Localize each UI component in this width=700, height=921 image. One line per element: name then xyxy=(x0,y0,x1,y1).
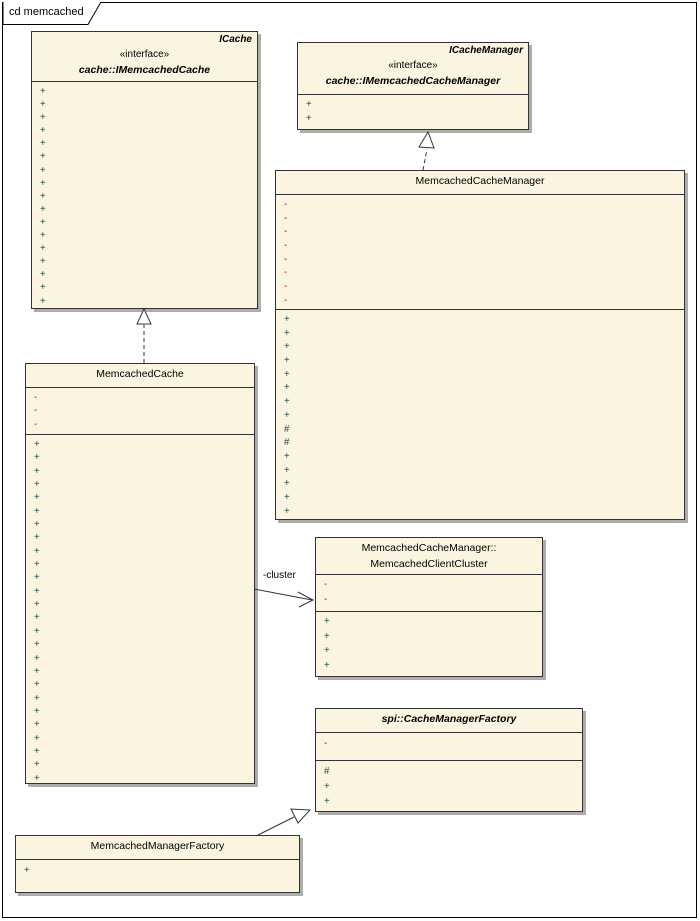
method-row xyxy=(26,665,254,678)
method-row xyxy=(316,794,582,809)
method-row xyxy=(276,395,684,409)
visibility-marker: - xyxy=(284,253,288,265)
class-name: MemcachedCacheManager:: xyxy=(361,542,497,554)
method-row xyxy=(26,705,254,718)
method-row xyxy=(316,615,542,630)
visibility-marker: + xyxy=(284,478,290,490)
method-row xyxy=(26,491,254,504)
method-row xyxy=(276,464,684,478)
attribute-row xyxy=(276,266,684,280)
diagram-title: cd memcached xyxy=(9,6,84,18)
method-row xyxy=(276,423,684,437)
visibility-marker: + xyxy=(34,759,40,771)
method-row xyxy=(26,638,254,651)
visibility-marker: + xyxy=(34,612,40,624)
visibility-marker: + xyxy=(40,282,46,294)
class-header xyxy=(26,364,254,388)
visibility-marker: + xyxy=(40,138,46,150)
visibility-marker: - xyxy=(284,294,288,306)
visibility-marker: + xyxy=(40,164,46,176)
class-icache[interactable] xyxy=(31,31,258,309)
method-row xyxy=(32,177,257,190)
method-row xyxy=(26,678,254,691)
visibility-marker: + xyxy=(34,545,40,557)
visibility-marker: + xyxy=(34,719,40,731)
visibility-marker: - xyxy=(284,267,288,279)
method-row xyxy=(276,340,684,354)
class-header xyxy=(276,171,684,195)
method-row xyxy=(26,611,254,624)
class-name: MemcachedCacheManager xyxy=(415,175,545,187)
attribute-row xyxy=(276,212,684,226)
visibility-marker: + xyxy=(40,216,46,228)
methods-compartment xyxy=(298,95,528,129)
visibility-marker: + xyxy=(284,314,290,325)
visibility-marker: + xyxy=(40,190,46,202)
method-row xyxy=(32,85,257,98)
visibility-marker: + xyxy=(324,645,330,657)
visibility-marker: + xyxy=(34,519,40,531)
visibility-marker: - xyxy=(34,392,38,403)
method-row xyxy=(32,255,257,268)
method-row xyxy=(316,764,582,779)
visibility-marker: - xyxy=(284,199,288,210)
visibility-marker: + xyxy=(324,781,330,792)
class-header xyxy=(16,836,299,860)
attributes-compartment xyxy=(276,195,684,309)
attribute-row xyxy=(276,253,684,267)
visibility-marker: + xyxy=(34,479,40,491)
visibility-marker: + xyxy=(324,630,330,642)
visibility-marker: + xyxy=(40,243,46,255)
attribute-row xyxy=(276,294,684,308)
method-row xyxy=(32,150,257,163)
methods-compartment xyxy=(32,82,257,308)
method-row xyxy=(26,585,254,598)
methods-compartment xyxy=(276,309,684,519)
method-row xyxy=(32,111,257,124)
class-manager[interactable] xyxy=(275,170,685,520)
method-row xyxy=(276,409,684,423)
method-row xyxy=(32,216,257,229)
diagram-tab xyxy=(2,2,104,25)
interface-corner-name: ICacheManager xyxy=(449,45,523,56)
visibility-marker: + xyxy=(34,585,40,597)
method-row xyxy=(316,779,582,794)
method-row xyxy=(32,281,257,294)
methods-compartment xyxy=(26,434,254,783)
visibility-marker: + xyxy=(40,295,46,307)
visibility-marker: + xyxy=(306,99,312,110)
method-row xyxy=(26,505,254,518)
method-row xyxy=(26,652,254,665)
class-header xyxy=(316,709,582,733)
visibility-marker: + xyxy=(40,177,46,189)
method-row xyxy=(26,732,254,745)
visibility-marker: # xyxy=(284,437,290,449)
methods-compartment xyxy=(316,611,542,676)
visibility-marker: + xyxy=(40,99,46,111)
method-row xyxy=(276,354,684,368)
method-row xyxy=(26,451,254,464)
visibility-marker: + xyxy=(284,341,290,353)
visibility-marker: + xyxy=(324,659,330,671)
class-name: MemcachedManagerFactory xyxy=(90,840,225,852)
visibility-marker: - xyxy=(34,418,38,430)
method-row xyxy=(316,644,542,659)
visibility-marker: + xyxy=(34,465,40,477)
attribute-row xyxy=(26,391,254,404)
visibility-marker: - xyxy=(324,738,328,749)
visibility-marker: + xyxy=(284,464,290,476)
attribute-row xyxy=(276,239,684,253)
method-row xyxy=(32,295,257,308)
class-name: MemcachedClientCluster xyxy=(370,558,488,570)
class-mfactory[interactable] xyxy=(15,835,300,893)
method-row xyxy=(26,692,254,705)
association-role-label: -cluster xyxy=(263,570,296,581)
visibility-marker: + xyxy=(34,532,40,544)
visibility-marker: + xyxy=(324,616,330,627)
method-row xyxy=(26,571,254,584)
class-header xyxy=(316,538,542,575)
method-row xyxy=(26,438,254,451)
attributes-compartment xyxy=(316,575,542,611)
attribute-row xyxy=(26,404,254,417)
method-row xyxy=(26,478,254,491)
visibility-marker: + xyxy=(284,450,290,462)
method-row xyxy=(276,436,684,450)
class-name: spi::CacheManagerFactory xyxy=(381,713,517,725)
visibility-marker: + xyxy=(34,492,40,504)
visibility-marker: + xyxy=(284,327,290,339)
visibility-marker: + xyxy=(34,652,40,664)
visibility-marker: + xyxy=(24,865,30,876)
method-row xyxy=(26,772,254,783)
method-row xyxy=(276,327,684,341)
class-name: cache::IMemcachedCache xyxy=(78,64,211,76)
visibility-marker: + xyxy=(34,732,40,744)
visibility-marker: + xyxy=(284,368,290,380)
class-name: cache::IMemcachedCacheManager xyxy=(325,75,501,87)
visibility-marker: + xyxy=(284,355,290,367)
visibility-marker: + xyxy=(40,125,46,137)
method-row xyxy=(298,112,528,126)
visibility-marker: + xyxy=(34,572,40,584)
class-cache[interactable] xyxy=(25,363,255,784)
visibility-marker: + xyxy=(40,151,46,163)
visibility-marker: + xyxy=(34,559,40,571)
attribute-row xyxy=(276,280,684,294)
visibility-marker: + xyxy=(306,113,312,124)
method-row xyxy=(32,203,257,216)
method-row xyxy=(26,718,254,731)
visibility-marker: # xyxy=(324,766,330,777)
method-row xyxy=(32,229,257,242)
class-icachemanager[interactable] xyxy=(297,42,529,130)
method-row xyxy=(26,758,254,771)
method-row xyxy=(32,98,257,111)
method-row xyxy=(316,659,542,674)
attribute-row xyxy=(26,418,254,431)
method-row xyxy=(32,164,257,177)
method-row xyxy=(26,558,254,571)
visibility-marker: + xyxy=(34,745,40,757)
visibility-marker: + xyxy=(284,382,290,394)
attributes-compartment xyxy=(26,388,254,434)
visibility-marker: - xyxy=(284,212,288,224)
method-row xyxy=(276,381,684,395)
attribute-row xyxy=(276,225,684,239)
class-header xyxy=(298,43,528,95)
visibility-marker: + xyxy=(34,665,40,677)
attribute-row xyxy=(316,736,582,751)
method-row xyxy=(26,531,254,544)
visibility-marker: + xyxy=(40,256,46,268)
visibility-marker: + xyxy=(34,705,40,717)
method-row xyxy=(298,98,528,112)
method-row xyxy=(276,313,684,327)
visibility-marker: + xyxy=(34,452,40,464)
method-row xyxy=(32,268,257,281)
class-cluster[interactable] xyxy=(315,537,543,677)
stereotype-label: «interface» xyxy=(119,49,170,60)
attribute-row xyxy=(316,593,542,608)
visibility-marker: - xyxy=(284,226,288,238)
visibility-marker: + xyxy=(34,439,40,450)
method-row xyxy=(316,630,542,645)
visibility-marker: - xyxy=(284,281,288,293)
method-row xyxy=(26,745,254,758)
class-header xyxy=(32,32,257,82)
visibility-marker: - xyxy=(324,579,328,590)
visibility-marker: + xyxy=(40,86,46,97)
visibility-marker: - xyxy=(34,405,38,417)
method-row xyxy=(26,518,254,531)
visibility-marker: + xyxy=(34,599,40,611)
method-row xyxy=(32,137,257,150)
attribute-row xyxy=(316,578,542,593)
method-row xyxy=(32,124,257,137)
visibility-marker: + xyxy=(324,796,330,807)
visibility-marker: + xyxy=(34,505,40,517)
visibility-marker: # xyxy=(284,423,290,435)
method-row xyxy=(26,598,254,611)
visibility-marker: + xyxy=(284,505,290,517)
visibility-marker: - xyxy=(284,240,288,252)
method-row xyxy=(26,625,254,638)
visibility-marker: + xyxy=(34,679,40,691)
method-row xyxy=(276,505,684,519)
visibility-marker: + xyxy=(284,409,290,421)
visibility-marker: + xyxy=(284,491,290,503)
methods-compartment xyxy=(16,860,299,892)
attribute-row xyxy=(276,198,684,212)
method-row xyxy=(32,190,257,203)
visibility-marker: + xyxy=(40,203,46,215)
method-row xyxy=(32,242,257,255)
methods-compartment xyxy=(316,760,582,811)
visibility-marker: + xyxy=(34,772,40,783)
interface-corner-name: ICache xyxy=(219,34,252,45)
method-row xyxy=(276,368,684,382)
class-factory[interactable] xyxy=(315,708,583,812)
visibility-marker: + xyxy=(284,396,290,408)
visibility-marker: - xyxy=(324,593,328,605)
visibility-marker: + xyxy=(34,625,40,637)
visibility-marker: + xyxy=(34,692,40,704)
method-row xyxy=(16,863,299,878)
visibility-marker: + xyxy=(40,112,46,124)
visibility-marker: + xyxy=(34,639,40,651)
method-row xyxy=(26,465,254,478)
method-row xyxy=(276,491,684,505)
method-row xyxy=(26,545,254,558)
attributes-compartment xyxy=(316,733,582,760)
visibility-marker: + xyxy=(40,269,46,281)
method-row xyxy=(276,450,684,464)
method-row xyxy=(276,477,684,491)
visibility-marker: + xyxy=(40,230,46,242)
class-name: MemcachedCache xyxy=(96,368,184,380)
stereotype-label: «interface» xyxy=(388,60,438,71)
